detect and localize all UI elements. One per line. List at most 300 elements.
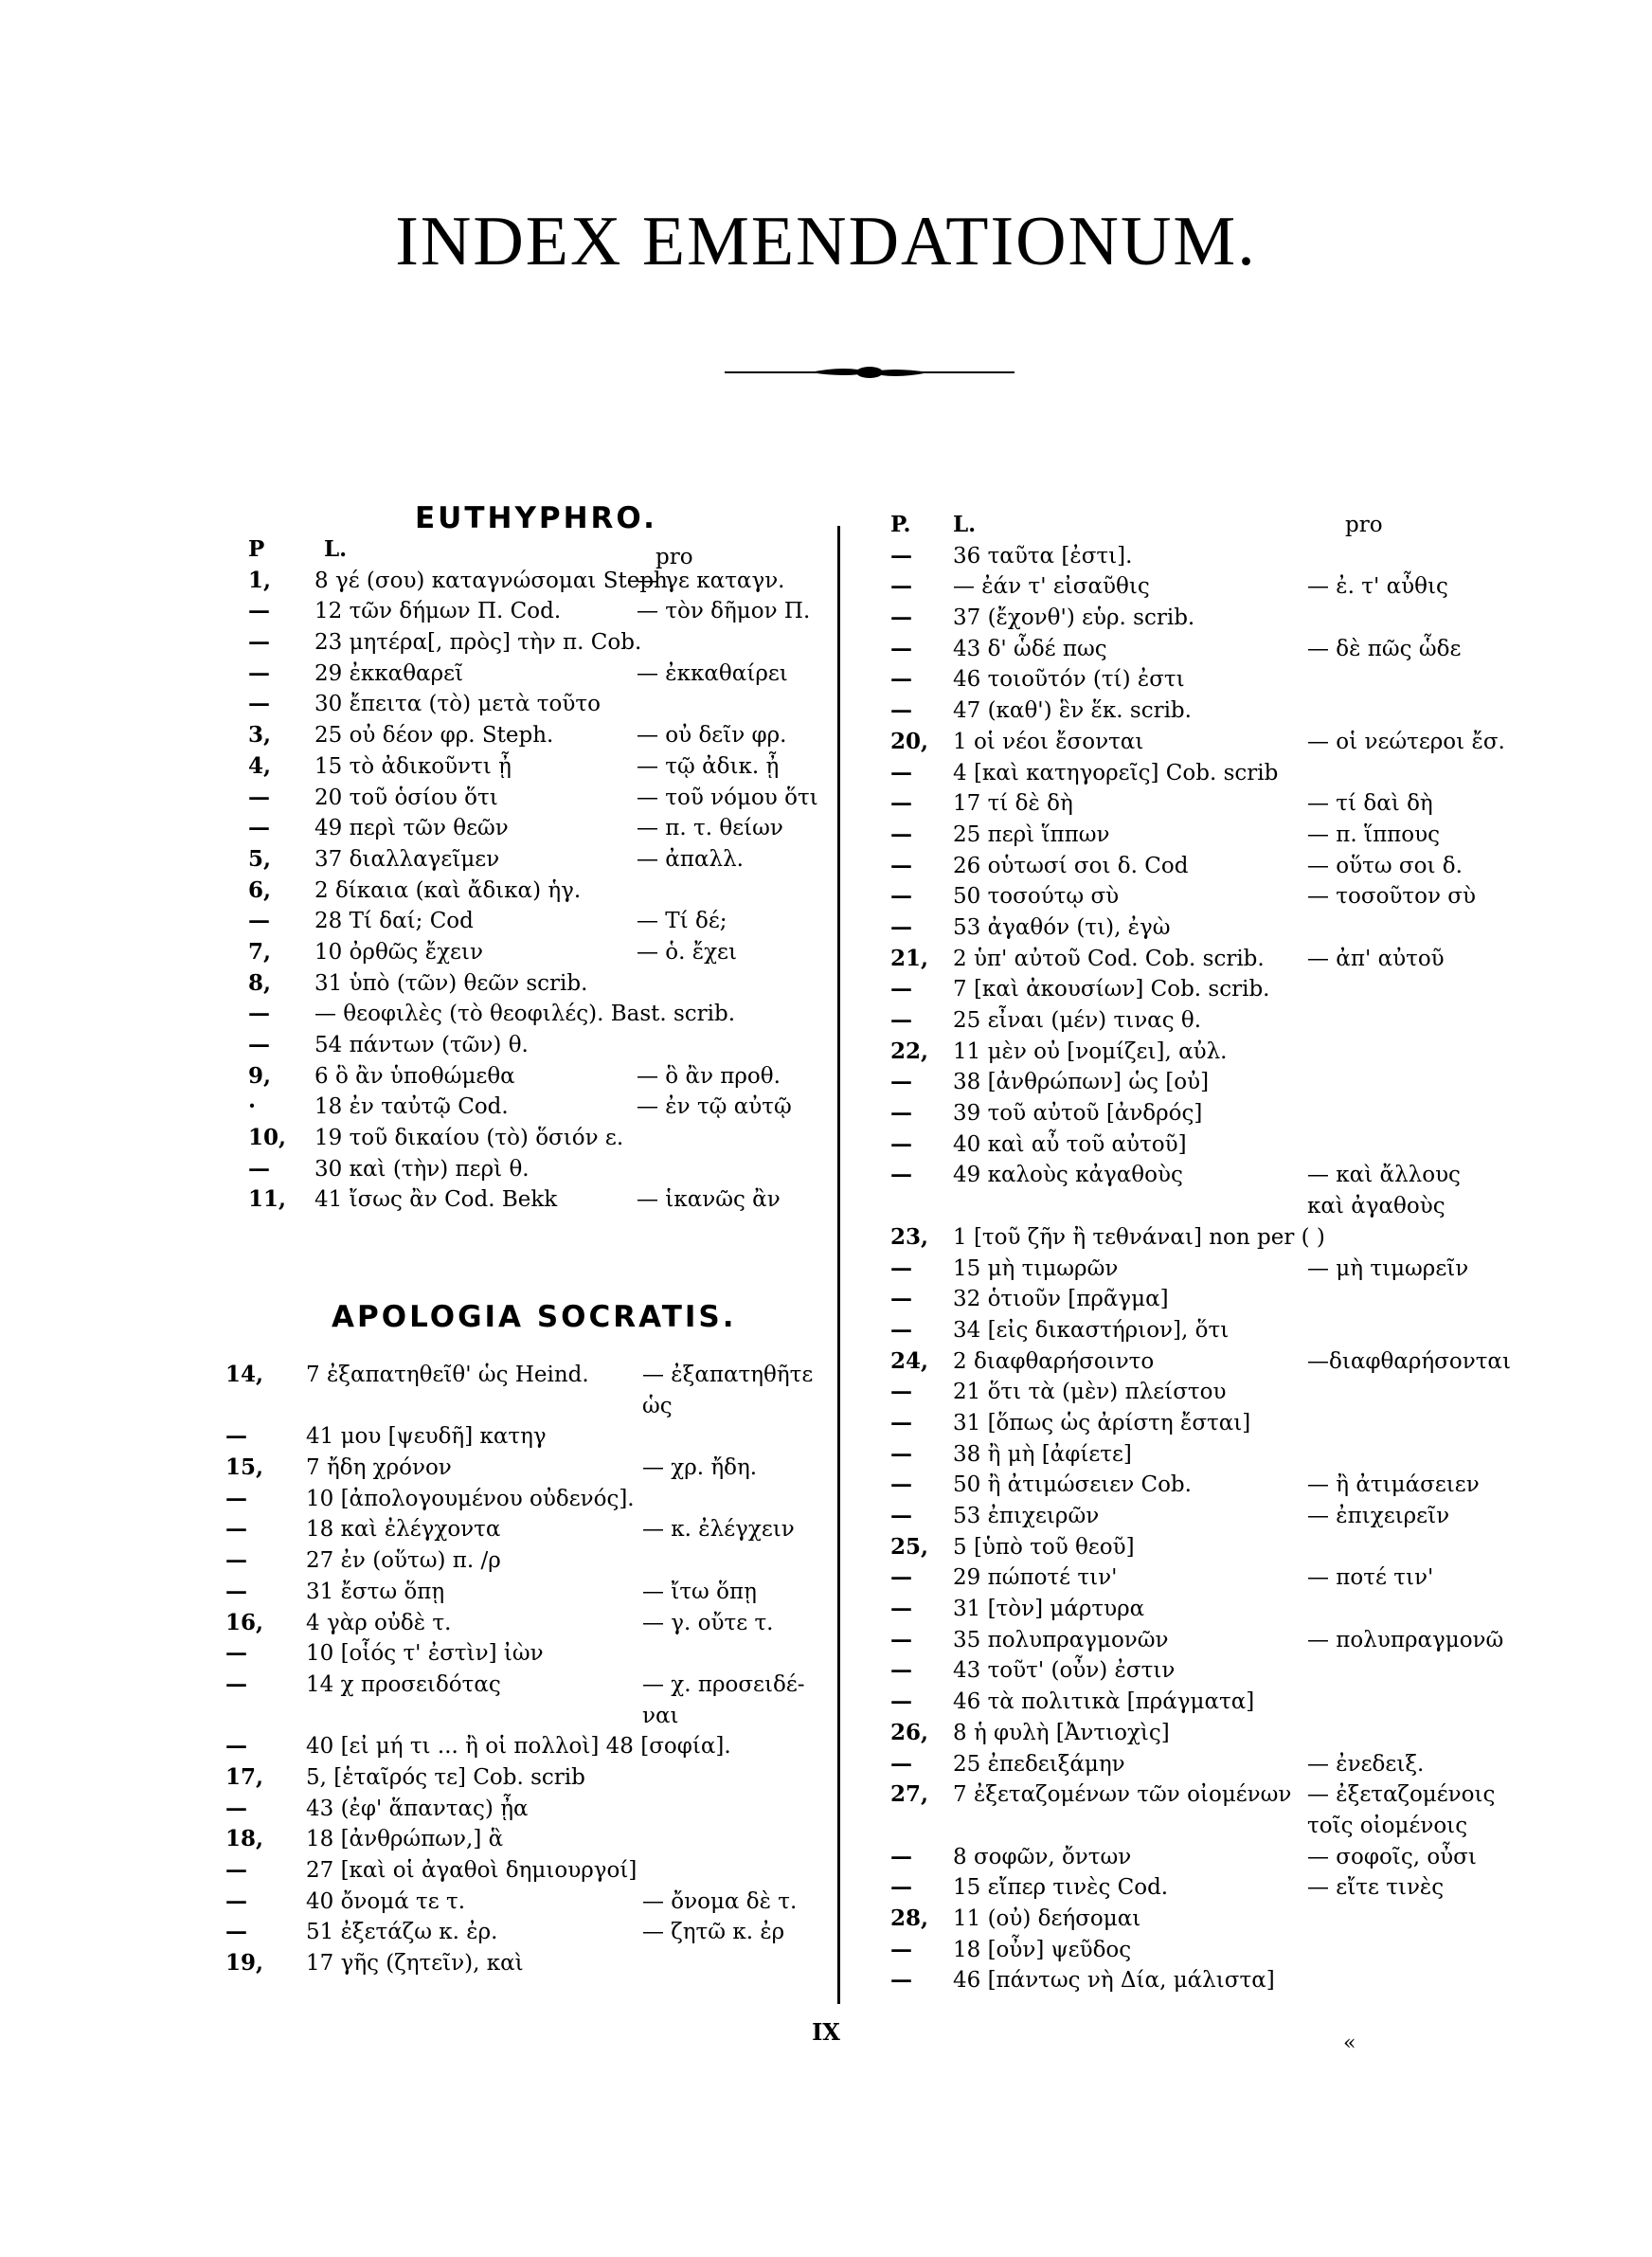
line-reading: 30 ἔπειτα (τὸ) μετὰ τοῦτο [314, 692, 601, 717]
page-ref: — [225, 1640, 247, 1667]
page-ref: — [248, 815, 270, 841]
page-ref: — [890, 1688, 912, 1715]
page-ref: — [890, 1130, 912, 1157]
index-row [225, 1453, 832, 1484]
page-ref: — [248, 784, 270, 810]
line-reading: 18 [οὖν] ψεῦδος [953, 1937, 1132, 1962]
line-reading: 34 [εἰς δικαστήριον], ὅτι [953, 1317, 1230, 1343]
correction-reading: — καὶ ἄλλους [1307, 1163, 1461, 1188]
page-ref: — [890, 976, 912, 1002]
index-row [890, 944, 1497, 975]
index-row [890, 1562, 1497, 1594]
correction-reading: — ἀπαλλ. [637, 846, 744, 872]
correction-reading: — ἢ ἀτιμάσειεν [1307, 1472, 1480, 1498]
index-row [890, 1872, 1497, 1904]
correction-reading: — τοῦ νόμου ὅτι [637, 785, 818, 810]
index-row [225, 1917, 832, 1948]
index-row [225, 1794, 832, 1825]
page-ref: 9, [248, 1062, 272, 1089]
index-row [225, 1421, 832, 1453]
apologia-index [225, 1360, 832, 1979]
line-reading: 17 γῆς (ζητεῖν), καὶ [306, 1951, 524, 1977]
correction-reading: — ἐ. τ' αὖθις [1307, 574, 1448, 600]
index-row [890, 1439, 1497, 1471]
index-row [890, 1625, 1504, 1656]
col-header-p: P. [890, 512, 911, 537]
col-header-p: P [248, 536, 265, 562]
line-reading: 15 τὸ ἀδικοῦντι ᾖ [314, 753, 512, 779]
correction-reading: — ἴτω ὅπῃ [642, 1579, 757, 1604]
line-reading: 53 ἀγαθόν (τι), ἐγὼ [953, 914, 1171, 940]
line-reading: 41 μου [ψευδῆ] κατηγ [306, 1424, 547, 1450]
line-reading: 8 ἡ φυλὴ [Ἀντιοχὶς] [953, 1720, 1170, 1745]
line-reading: 11 (οὐ) δεήσομαι [953, 1905, 1141, 1931]
line-reading: 10 [οἷός τ' ἐστὶν] ἰὼν [306, 1641, 544, 1667]
line-reading: 27 ἐν (οὕτω) π. /ρ [306, 1548, 501, 1574]
index-row [225, 1360, 832, 1391]
page-ref: 6, [248, 876, 272, 903]
line-reading: 11 μὲν οὐ [νομίζει], αὐλ. [953, 1038, 1228, 1064]
page-ref: — [225, 1887, 247, 1914]
index-row [890, 1687, 1497, 1718]
page-ref: — [890, 1007, 912, 1033]
line-reading: 49 καλοὺς κἀγαθοὺς [953, 1163, 1183, 1188]
line-reading: 18 καὶ ἐλέγχοντα [306, 1517, 501, 1543]
line-reading: 37 (ἔχονθ') εὑρ. scrib. [953, 605, 1195, 631]
line-reading: 7 ἐξεταζομένων τῶν οἰομένων [953, 1782, 1292, 1808]
correction-reading: — τί δαὶ δὴ [1307, 791, 1433, 817]
index-row [248, 783, 817, 814]
line-reading: 10 ὀρθῶς ἔχειν [314, 939, 483, 965]
page-ref: — [890, 913, 912, 940]
index-row [890, 1594, 1497, 1625]
correction-reading: —διαφθαρήσονται [1307, 1348, 1511, 1374]
euthyphro-heading: EUTHYPHRO. [415, 501, 657, 535]
page-ref: — [890, 1596, 912, 1622]
page-ref: — [890, 1503, 912, 1528]
index-row [890, 1749, 1497, 1780]
index-row [890, 1811, 1497, 1842]
index-row [248, 689, 817, 720]
line-reading: 30 καὶ (τὴν) περὶ θ. [314, 1156, 530, 1182]
line-reading: 19 τοῦ δικαίου (τὸ) ὅσιόν ε. [314, 1126, 624, 1151]
index-row [248, 1061, 817, 1092]
index-row [225, 1484, 832, 1515]
page-ref: — [890, 1626, 912, 1652]
page-ref: — [890, 1472, 912, 1498]
index-row [890, 603, 1497, 634]
correction-reading: — εἴτε τινὲς [1307, 1875, 1445, 1901]
index-row [248, 844, 817, 876]
page-ref: — [890, 1162, 912, 1188]
line-reading: 2 δίκαια (καὶ ἄδικα) ἡγ. [314, 877, 582, 903]
index-row [890, 1160, 1497, 1191]
line-reading: 43 (ἐφ' ἅπαντας) ᾖα [306, 1796, 529, 1821]
line-reading: 17 τί δὲ δὴ [953, 791, 1073, 817]
line-reading: 50 ἢ ἀτιμώσειεν Cob. [953, 1472, 1192, 1498]
correction-reading: ναι [642, 1703, 679, 1728]
line-reading: 46 [πάντως νὴ Δία, μάλιστα] [953, 1968, 1275, 1994]
correction-reading: — οὕτω σοι δ. [1307, 853, 1463, 878]
page-ref: — [890, 1936, 912, 1962]
line-reading: 28 Τί δαί; Cod [314, 909, 474, 934]
line-reading: 25 οὐ δέον φρ. Steph. [314, 723, 554, 749]
line-reading: 8 σοφῶν, ὄντων [953, 1844, 1132, 1869]
line-reading: 6 ὃ ἂν ὑποθώμεθα [314, 1063, 515, 1089]
page-ref: 11, [248, 1186, 287, 1213]
correction-reading: — κ. ἐλέγχειν [642, 1517, 795, 1543]
index-row [890, 1254, 1497, 1285]
page-ref: 24, [890, 1347, 929, 1374]
page-ref: 26, [890, 1719, 929, 1745]
page-ref: 5, [248, 845, 272, 872]
page-ref: — [890, 697, 912, 724]
page-ref: 25, [890, 1533, 929, 1560]
line-reading: 38 ἢ μὴ [ἀφίετε] [953, 1441, 1132, 1467]
page-ref: — [890, 605, 912, 631]
correction-reading: — ὁ. ἔχει [637, 939, 737, 965]
line-reading: 46 τοιοῦτόν (τί) ἐστι [953, 667, 1185, 693]
index-row [248, 906, 817, 937]
correction-reading: — τοσοῦτον σὺ [1307, 884, 1476, 910]
page-ref: — [890, 790, 912, 817]
line-reading: 18 [ἀνθρώπων,] ἃ [306, 1827, 504, 1852]
index-row [248, 720, 817, 751]
index-row [890, 1779, 1497, 1811]
page-ref: — [890, 1409, 912, 1435]
line-reading: 36 ταῦτα [ἐστι]. [953, 543, 1133, 569]
index-row [248, 659, 817, 690]
correction-reading: — χρ. ἤδη. [642, 1455, 758, 1481]
index-row [225, 1855, 832, 1887]
page-ref: — [890, 1069, 912, 1095]
line-reading: 31 ὑπὸ (τῶν) θεῶν scrib. [314, 970, 588, 996]
page-ref: — [225, 1485, 247, 1511]
index-row [890, 664, 1497, 695]
index-row [225, 1824, 832, 1855]
page-ref: — [248, 598, 270, 624]
index-row [225, 1545, 832, 1577]
line-reading: 15 εἴπερ τινὲς Cod. [953, 1875, 1169, 1901]
line-reading: 2 ὑπ' αὐτοῦ Cod. Cob. scrib. [953, 946, 1265, 971]
page-ref: 21, [890, 945, 929, 971]
index-row [890, 541, 1497, 572]
line-reading: 29 ἐκκαθαρεῖ [314, 660, 464, 686]
line-reading: 31 ἔστω ὅπῃ [306, 1579, 445, 1604]
page-number: IX [812, 2018, 840, 2046]
index-row [890, 1377, 1497, 1408]
line-reading: 2 διαφθαρήσοιντο [953, 1348, 1155, 1374]
index-row [890, 1470, 1497, 1501]
page-ref: 23, [890, 1223, 929, 1250]
line-reading: 15 μὴ τιμωρῶν [953, 1255, 1119, 1281]
page-ref: — [890, 666, 912, 693]
line-reading: 31 [ὅπως ὡς ἀρίστη ἔσται] [953, 1410, 1251, 1435]
euthyphro-header-row [248, 534, 817, 569]
line-reading: 7 [καὶ ἀκουσίων] Cob. scrib. [953, 977, 1270, 1002]
index-row [225, 1670, 832, 1701]
correction-reading: — ἀπ' αὐτοῦ [1307, 946, 1445, 971]
index-row [225, 1731, 832, 1762]
line-reading: 46 τὰ πολιτικὰ [πράγματα] [953, 1689, 1255, 1715]
index-row [890, 727, 1505, 758]
ornament-divider [725, 363, 1015, 382]
page-ref: — [890, 1657, 912, 1684]
right-header-row [890, 510, 1497, 541]
correction-reading: — οἱ νεώτεροι ἔσ. [1307, 729, 1505, 754]
page-ref: — [225, 1547, 247, 1574]
index-row [890, 1408, 1497, 1439]
line-reading: — θεοφιλὲς (τὸ θεοφιλές). Bast. scrib. [314, 1002, 736, 1027]
correction-reading: — ἱκανῶς ἂν [637, 1187, 781, 1213]
correction-reading: — π. ἵππους [1307, 822, 1441, 847]
page-ref: 19, [225, 1950, 264, 1977]
index-row [890, 881, 1497, 912]
line-reading: 23 μητέρα[, πρὸς] τὴν π. Cob. [314, 630, 642, 656]
correction-reading: — ὃ ἂν προθ. [637, 1063, 781, 1089]
page-ref: 27, [890, 1781, 929, 1808]
correction-reading: — ὄνομα δὲ τ. [642, 1888, 798, 1914]
line-reading: 32 ὁτιοῦν [πρᾶγμα] [953, 1287, 1169, 1312]
page-ref: — [225, 1423, 247, 1450]
page-ref: — [890, 1750, 912, 1777]
line-reading: 14 χ προσειδότας [306, 1671, 501, 1697]
index-row [890, 1098, 1497, 1129]
correction-reading: — δὲ πῶς ὧδε [1307, 636, 1462, 661]
page-ref: 18, [225, 1826, 264, 1852]
page-ref: 10, [248, 1125, 287, 1151]
page-ref: — [890, 1379, 912, 1405]
index-row [248, 566, 817, 597]
index-row [890, 851, 1497, 882]
index-row [225, 1948, 832, 1979]
correction-reading: καὶ ἀγαθοὺς [1307, 1194, 1446, 1219]
line-reading: 39 τοῦ αὐτοῦ [ἀνδρός] [953, 1101, 1203, 1127]
index-row [248, 968, 817, 1000]
line-reading: 12 τῶν δήμων Π. Cod. [314, 599, 562, 624]
apologia-heading: APOLOGIA SOCRATIS. [332, 1300, 737, 1334]
line-reading: 7 ἤδη χρόνον [306, 1455, 452, 1481]
index-row [890, 1315, 1497, 1346]
line-reading: 37 διαλλαγεῖμεν [314, 846, 500, 872]
line-reading: 50 τοσούτῳ σὺ [953, 884, 1120, 910]
page-ref: — [890, 759, 912, 785]
index-row [248, 1123, 817, 1154]
col-header-l: L. [324, 536, 348, 562]
correction-reading: — μὴ τιμωρεῖν [1307, 1255, 1469, 1281]
line-reading: 1 οἱ νέοι ἔσονται [953, 729, 1144, 754]
correction-reading: — πολυπραγμονῶ [1307, 1627, 1504, 1652]
index-row [890, 1129, 1497, 1161]
page-ref: 20, [890, 728, 929, 754]
index-row [890, 1501, 1497, 1532]
index-row [890, 1067, 1497, 1098]
correction-reading: — χ. προσειδέ- [642, 1671, 805, 1697]
index-row [225, 1887, 832, 1918]
line-reading: 8 γέ (σου) καταγνώσομαι Steph. [314, 568, 675, 593]
page-ref: — [248, 1032, 270, 1057]
correction-reading: — Τί δέ; [637, 909, 727, 934]
correction-reading: — π. τ. θείων [637, 816, 783, 841]
page-ref: — [248, 629, 270, 656]
index-row [890, 1222, 1497, 1254]
line-reading: 43 δ' ὧδέ πως [953, 636, 1107, 661]
index-row [890, 1532, 1497, 1563]
line-reading: 31 [τὸν] μάρτυρα [953, 1597, 1145, 1622]
index-row [890, 1935, 1497, 1966]
page-ref: — [890, 573, 912, 600]
line-reading: 4 γὰρ οὐδὲ τ. [306, 1610, 452, 1635]
index-row [248, 1184, 817, 1216]
page-ref: — [890, 1564, 912, 1591]
line-reading: 41 ἴσως ἂν Cod. Bekk [314, 1187, 558, 1213]
page-ref: — [248, 691, 270, 717]
index-row [225, 1391, 832, 1422]
correction-reading: — ἐν τῷ αὐτῷ [637, 1094, 792, 1120]
index-row [890, 974, 1497, 1005]
index-row [890, 1718, 1497, 1749]
correction-reading: — ἐξεταζομένοις [1307, 1782, 1496, 1808]
correction-reading: — ἐκκαθαίρει [637, 660, 788, 686]
page-ref: — [225, 1733, 247, 1760]
line-reading: 26 οὑτωσί σοι δ. Cod [953, 853, 1189, 878]
line-reading: 40 [εἰ μή τι ... ἢ οἱ πολλοὶ] 48 [σοφία]. [306, 1734, 731, 1760]
euthyphro-index [248, 534, 817, 1216]
line-reading: 25 εἶναι (μέν) τινας θ. [953, 1008, 1202, 1033]
page-ref: — [890, 1874, 912, 1901]
page-ref: — [890, 635, 912, 661]
line-reading: 51 ἐξετάζω κ. ἐρ. [306, 1920, 498, 1945]
column-divider [837, 526, 840, 2004]
index-row [225, 1608, 832, 1639]
page-ref: 28, [890, 1905, 929, 1931]
index-row [248, 627, 817, 659]
correction-reading: — γ. οὔτε τ. [642, 1610, 774, 1635]
page-ref: 1, [248, 567, 272, 593]
line-reading: 5, [ἑταῖρός τε] Cob. scrib [306, 1764, 585, 1790]
index-row [225, 1701, 832, 1732]
index-row [248, 596, 817, 627]
page-ref: — [890, 1967, 912, 1994]
page-ref: — [890, 542, 912, 569]
line-reading: 49 περὶ τῶν θεῶν [314, 816, 509, 841]
page-ref: 8, [248, 969, 272, 996]
index-row [225, 1762, 832, 1794]
index-row [890, 571, 1497, 603]
correction-reading: — τῷ ἀδικ. ᾖ [637, 753, 780, 779]
line-reading: 43 τοῦτ' (οὖν) ἐστιν [953, 1658, 1176, 1684]
page-ref: 14, [225, 1362, 264, 1387]
index-row [890, 1655, 1497, 1687]
line-reading: 27 [καὶ οἱ ἀγαθοὶ δημιουργοί] [306, 1858, 637, 1883]
page-ref: 22, [890, 1038, 929, 1064]
page-ref: — [890, 1100, 912, 1127]
line-reading: 35 πολυπραγμονῶν [953, 1627, 1169, 1652]
index-row [890, 634, 1497, 665]
col-header-l: L. [953, 512, 977, 537]
page-ref: 3, [248, 722, 272, 749]
page-ref: — [225, 1795, 247, 1821]
line-reading: 10 [ἀπολογουμένου οὐδενός]. [306, 1486, 635, 1511]
line-reading: 20 τοῦ ὁσίου ὅτι [314, 785, 498, 810]
page-ref: — [890, 852, 912, 878]
page-ref: — [248, 1001, 270, 1027]
line-reading: 54 πάντων (τῶν) θ. [314, 1033, 529, 1057]
page-ref: — [248, 659, 270, 686]
correction-reading: — ζητῶ κ. ἐρ [642, 1920, 785, 1945]
page-ref: 15, [225, 1454, 264, 1481]
page-ref: — [890, 883, 912, 910]
index-row [890, 820, 1497, 851]
page-ref: — [225, 1919, 247, 1945]
page-ref: — [890, 1316, 912, 1343]
page-ref: — [225, 1578, 247, 1604]
index-row [890, 912, 1497, 944]
col-header-pro: pro [655, 545, 693, 569]
index-row [890, 1904, 1497, 1935]
index-row [248, 751, 817, 783]
index-row [890, 1284, 1497, 1315]
index-row [890, 1346, 1511, 1378]
correction-reading: — ἐπιχειρεῖν [1307, 1504, 1450, 1528]
line-reading: 25 περὶ ἵππων [953, 822, 1110, 847]
index-row [248, 813, 817, 844]
corner-mark: « [1343, 2031, 1356, 2055]
right-index [890, 510, 1511, 1996]
index-row [248, 876, 817, 907]
line-reading: 7 ἐξαπατηθεῖθ' ὡς Heind. [306, 1363, 589, 1387]
line-reading: 29 πώποτέ τιν' [953, 1565, 1118, 1591]
index-row [890, 1005, 1497, 1037]
index-row [890, 758, 1497, 789]
index-row [248, 1030, 817, 1061]
page-ref: — [890, 821, 912, 847]
correction-reading: — τὸν δῆμον Π. [637, 599, 811, 624]
page-ref: — [225, 1516, 247, 1543]
page-title: INDEX EMENDATIONUM. [395, 203, 1257, 280]
line-reading: 38 [ἀνθρώπων] ὡς [οὐ] [953, 1070, 1210, 1095]
line-reading: 47 (καθ') ἓν ἕκ. scrib. [953, 698, 1192, 724]
page-ref: — [890, 1286, 912, 1312]
index-row [890, 1191, 1497, 1222]
page-ref: — [225, 1857, 247, 1883]
index-row [248, 937, 817, 968]
page-ref: — [890, 1255, 912, 1281]
line-reading: 40 ὄνομά τε τ. [306, 1888, 466, 1914]
index-row [248, 1154, 817, 1185]
page-ref: — [248, 908, 270, 934]
index-row [890, 1037, 1497, 1068]
page-ref: 7, [248, 938, 272, 965]
correction-reading: ὡς [642, 1393, 673, 1418]
line-reading: 21 ὅτι τὰ (μὲν) πλείστου [953, 1380, 1227, 1405]
line-reading: — ἐάν τ' εἰσαῦθις [953, 574, 1150, 600]
col-header-pro: pro [1345, 513, 1383, 537]
index-row [225, 1577, 832, 1608]
line-reading: 40 καὶ αὖ τοῦ αὐτοῦ] [953, 1131, 1187, 1157]
correction-reading: — γε καταγν. [637, 568, 785, 593]
page-ref: 17, [225, 1763, 264, 1790]
page-ref: 16, [225, 1609, 264, 1635]
correction-reading: — οὐ δεῖν φρ. [637, 723, 787, 749]
correction-reading: — ἐξαπατηθῆτε [642, 1363, 814, 1387]
index-row [248, 999, 817, 1030]
index-row [248, 1092, 817, 1123]
page-ref: 4, [248, 752, 272, 779]
index-row [890, 788, 1497, 820]
index-row [225, 1514, 832, 1545]
line-reading: 5 [ὑπὸ τοῦ θεοῦ] [953, 1534, 1135, 1560]
